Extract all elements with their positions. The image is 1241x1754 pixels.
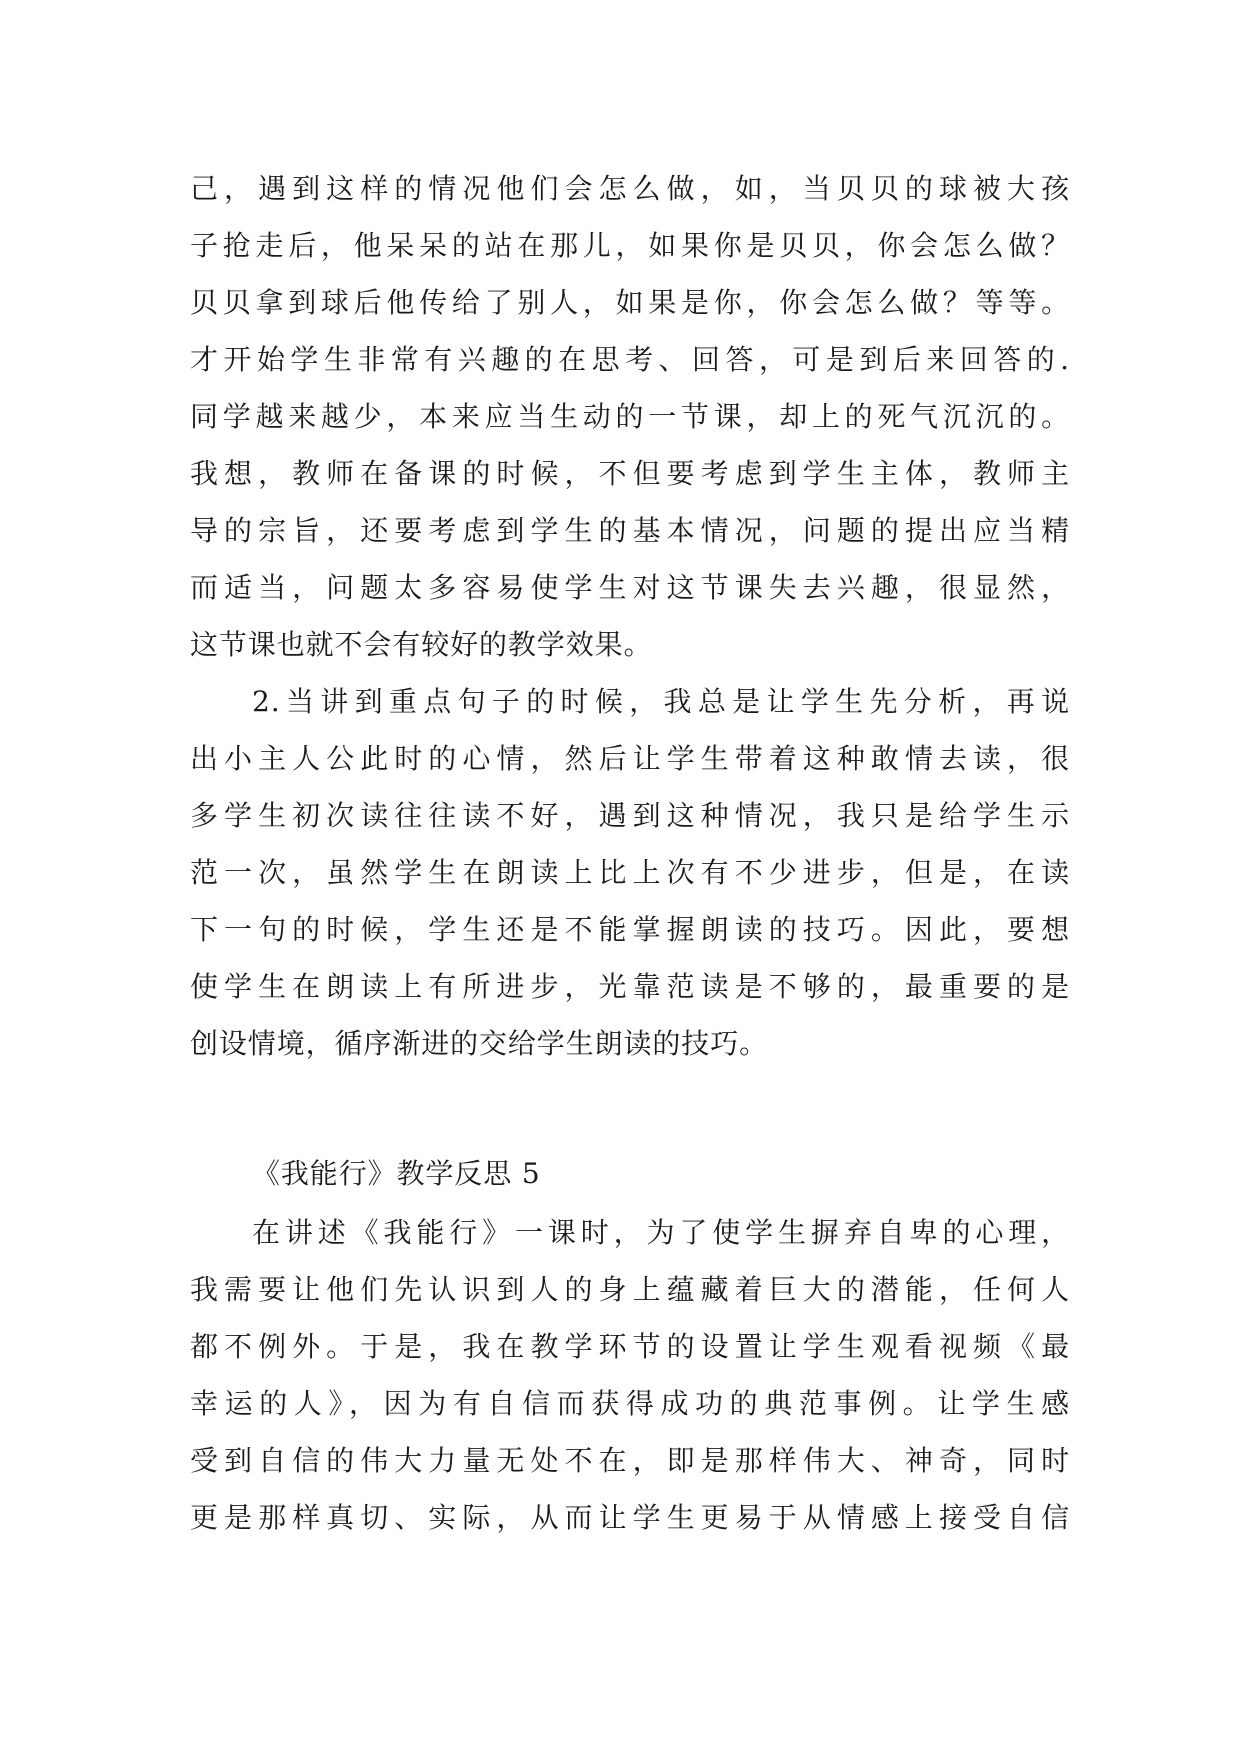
- text-line: 下一句的时候，学生还是不能掌握朗读的技巧。因此，要想: [190, 913, 1070, 946]
- text-line: 幸运的人》，因为有自信而获得成功的典范事例。让学生感: [190, 1387, 1070, 1420]
- text-line: 多学生初次读往往读不好，遇到这种情况，我只是给学生示: [190, 799, 1070, 832]
- text-line: 在讲述《我能行》一课时，为了使学生摒弃自卑的心理，: [252, 1216, 1070, 1249]
- text-line: 而适当，问题太多容易使学生对这节课失去兴趣，很显然，: [190, 571, 1070, 604]
- text-line: 受到自信的伟大力量无处不在，即是那样伟大、神奇，同时: [190, 1444, 1070, 1477]
- text-line: 2.当讲到重点句子的时候，我总是让学生先分析，再说: [252, 685, 1070, 718]
- text-line: 我需要让他们先认识到人的身上蕴藏着巨大的潜能，任何人: [190, 1273, 1070, 1306]
- text-line: 更是那样真切、实际，从而让学生更易于从情感上接受自信: [190, 1501, 1070, 1534]
- text-line: 创设情境，循序渐进的交给学生朗读的技巧。: [190, 1027, 769, 1060]
- text-line: 使学生在朗读上有所进步，光靠范读是不够的，最重要的是: [190, 970, 1070, 1003]
- text-line: 出小主人公此时的心情，然后让学生带着这种敢情去读，很: [190, 742, 1070, 775]
- section-heading: 《我能行》教学反思 5: [252, 1157, 541, 1190]
- text-line: 都不例外。于是，我在教学环节的设置让学生观看视频《最: [190, 1330, 1070, 1363]
- text-line: 同学越来越少，本来应当生动的一节课，却上的死气沉沉的。: [190, 400, 1070, 433]
- text-line: 己，遇到这样的情况他们会怎么做，如，当贝贝的球被大孩: [190, 172, 1070, 205]
- text-line: 才开始学生非常有兴趣的在思考、回答，可是到后来回答的.: [190, 343, 1070, 376]
- text-line: 我想，教师在备课的时候，不但要考虑到学生主体，教师主: [190, 457, 1070, 490]
- text-line: 贝贝拿到球后他传给了别人，如果是你，你会怎么做？等等。: [190, 286, 1070, 319]
- text-line: 这节课也就不会有较好的教学效果。: [190, 628, 653, 661]
- text-line: 导的宗旨，还要考虑到学生的基本情况，问题的提出应当精: [190, 514, 1070, 547]
- body-text-lower: [190, 1204, 1070, 1546]
- body-text-upper: [190, 160, 1070, 1072]
- text-line: 子抢走后，他呆呆的站在那儿，如果你是贝贝，你会怎么做？: [190, 229, 1070, 262]
- text-line: 范一次，虽然学生在朗读上比上次有不少进步，但是，在读: [190, 856, 1070, 889]
